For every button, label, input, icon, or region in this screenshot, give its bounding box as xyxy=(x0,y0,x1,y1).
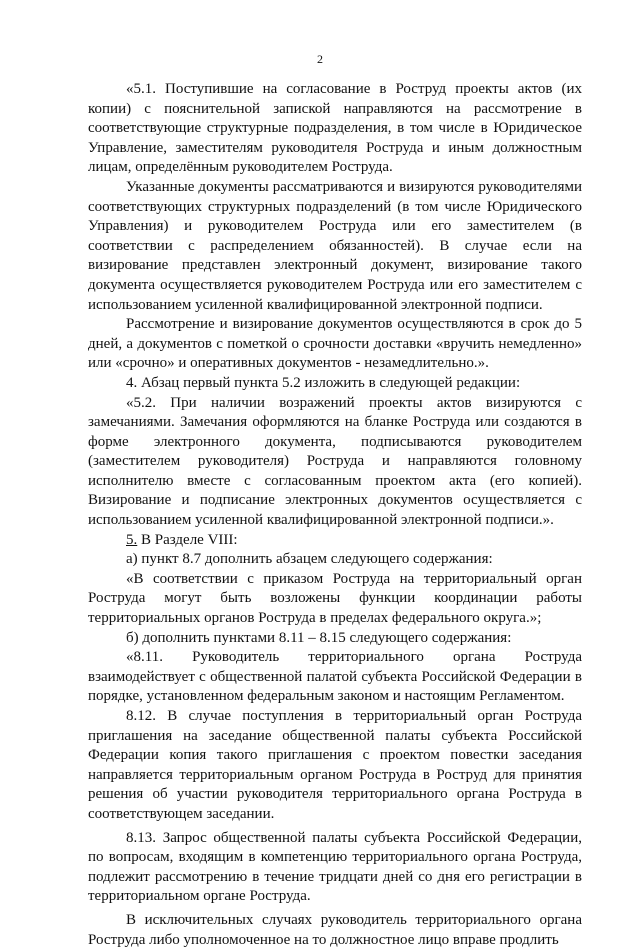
paragraph-subitem-b: б) дополнить пунктами 8.11 – 8.15 следующего содержания: xyxy=(126,629,512,646)
paragraph-item-4: 4. Абзац первый пункта 5.2 изложить в следующей редакции: xyxy=(126,374,521,391)
document-body xyxy=(88,80,582,950)
paragraph-8-12: 8.12. В случае поступления в территориальный орган Роструда приглашения на заседание общественной палаты субъекта Российской Федерации копия такого приглашения с проектом повестки заседания направляется территориальным органом Роструда в Роструд для принятия решения об участии руководителя территориального органа Роструда в соответствующем заседании. xyxy=(88,708,582,822)
paragraph-exceptional-cases: В исключительных случаях руководитель территориального органа Роструда либо уполномоченное на то должностное лицо вправе продлить xyxy=(88,911,582,948)
paragraph-item-5 xyxy=(88,531,582,551)
paragraph-8-13: 8.13. Запрос общественной палаты субъекта Российской Федерации, по вопросам, входящим в компетенцию территориального органа Роструда, подлежит рассмотрению в течение тридцати дней со дня его регистрации в территориальном органе Роструда. xyxy=(88,829,582,905)
page-number: 2 xyxy=(317,52,323,66)
paragraph-5-2: «5.2. При наличии возражений проекты актов визируются с замечаниями. Замечания оформляются на бланке Роструда или создаются в форме электронного документа, подписываются руководителем (заместителем руководителя) Роструда и направляются головному исполнителю вместе с согласованным проектом акта (его копией). Визирование и подписание электронных документов осуществляется с использованием усиленной квалифицированной электронной подписи.». xyxy=(88,394,582,529)
item-5-text: В Разделе VIII: xyxy=(137,531,238,548)
paragraph-8-7-addition: «В соответствии с приказом Роструда на территориальный орган Роструда могут быть возложены функции координации работы территориальных органов Роструда в пределах федерального округа.»; xyxy=(88,570,582,627)
paragraph-5-1: «5.1. Поступившие на согласование в Роструд проекты актов (их копии) с пояснительной запиской направляются на рассмотрение в соответствующие структурные подразделения, в том числе в Юридическое Управление, заместителям руководителя Роструда и иным должностным лицам, определённым руководителем Роструда. xyxy=(88,81,582,176)
paragraph-review-terms: Рассмотрение и визирование документов осуществляются в срок до 5 дней, а документов с пометкой о срочности доставки «вручить немедленно» или «срочно» и оперативных документов - незамедлительно.». xyxy=(88,316,582,372)
paragraph-8-11: «8.11. Руководитель территориального органа Роструда взаимодействует с общественной палатой субъекта Российской Федерации в порядке, установленном федеральным законом и настоящим Регламентом. xyxy=(88,649,582,705)
item-5-number: 5. xyxy=(126,531,138,548)
paragraph-subitem-a: а) пункт 8.7 дополнить абзацем следующего содержания: xyxy=(126,551,493,568)
paragraph-documents-review: Указанные документы рассматриваются и визируются руководителями соответствующих структурных подразделений (в том числе Юридического Управления) и руководителем Роструда или его заместителем (в соответствии с распределением обязанностей). В случае если на визирование представлен электронный документ, визирование такого документа осуществляется руководителем Роструда или его заместителем с использованием усиленной квалифицированной электронной подписи. xyxy=(88,178,582,313)
